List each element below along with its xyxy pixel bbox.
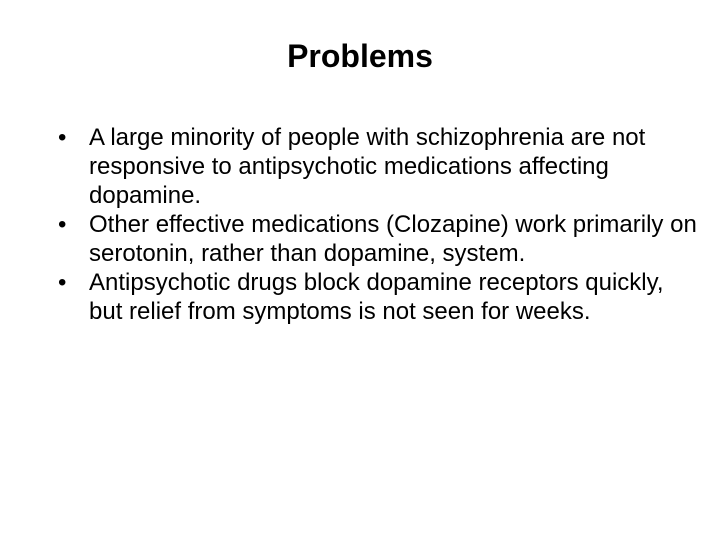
- bullet-item: [58, 210, 698, 268]
- bullet-text: A large minority of people with schizophrenia are not responsive to antipsychotic medications affecting dopamine.: [89, 124, 646, 209]
- bullet-list: [58, 123, 698, 326]
- bullet-item: [58, 268, 698, 326]
- bullet-item: [58, 123, 698, 210]
- bullet-marker: •: [58, 211, 67, 238]
- bullet-marker: •: [58, 269, 67, 296]
- bullet-marker: •: [58, 124, 67, 151]
- slide-title: Problems: [287, 38, 433, 74]
- bullet-text: Other effective medications (Clozapine) work primarily on serotonin, rather than dopamine, system.: [89, 211, 697, 267]
- bullet-text: Antipsychotic drugs block dopamine receptors quickly, but relief from symptoms is not seen for weeks.: [89, 269, 664, 325]
